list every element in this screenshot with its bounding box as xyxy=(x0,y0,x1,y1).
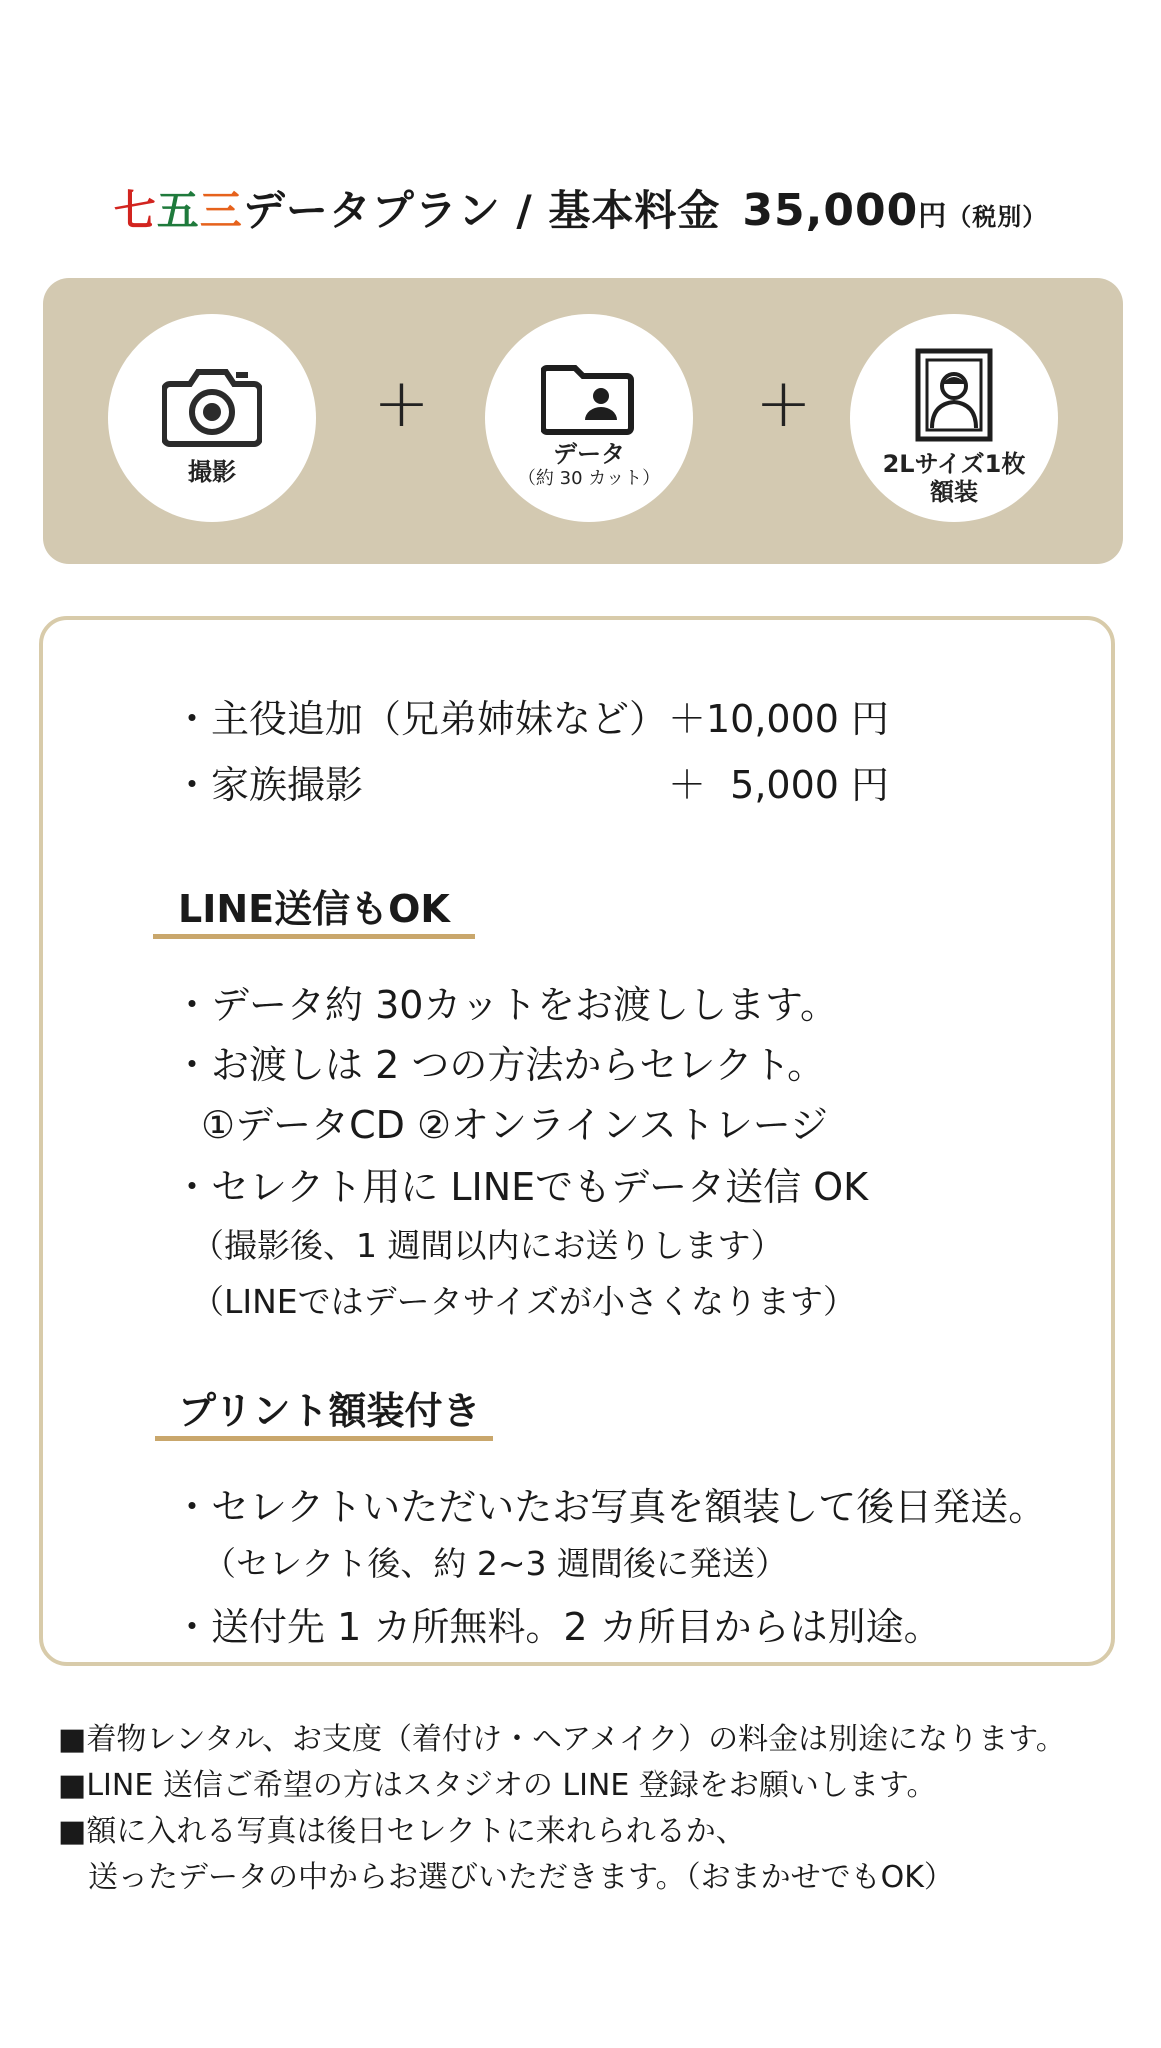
title-shichi: 七 xyxy=(113,186,157,235)
plan-contents-band xyxy=(43,278,1123,564)
print-section-text: ・送付先 1 カ所無料。2 カ所目からは別途。 xyxy=(173,1605,942,1649)
line-section-text: ①データCD ②オンラインストレージ xyxy=(201,1103,828,1147)
price-unit: 円 xyxy=(918,199,948,232)
line-section-heading: LINE送信もOK xyxy=(178,887,450,931)
base-price: 35,000 xyxy=(742,185,919,236)
print-section-text: （セレクト後、約 2~3 週間後に発送） xyxy=(203,1544,788,1583)
print-section-heading: プリント額装付き xyxy=(178,1389,481,1433)
plan-item-sublabel: （約 30 カット） xyxy=(517,468,661,489)
option-label: ・主役追加（兄弟姉妹など） xyxy=(173,697,668,741)
plan-item-label: データ xyxy=(553,440,625,468)
title-go: 五 xyxy=(156,186,200,235)
plan-item-shooting xyxy=(108,314,316,522)
title-san: 三 xyxy=(199,186,243,235)
title-text: データプラン / 基本料金 xyxy=(242,186,721,235)
plan-item-label: 撮影 xyxy=(188,458,236,486)
framed-portrait-icon xyxy=(915,348,993,442)
line-section-text: （LINEではデータサイズが小さくなります） xyxy=(191,1282,857,1321)
option-price: ＋10,000 円 xyxy=(668,697,890,741)
heading-underline xyxy=(155,1436,493,1441)
option-price: ＋ 5,000 円 xyxy=(668,763,890,807)
plus-sign: + xyxy=(373,364,430,443)
plus-sign: + xyxy=(755,364,812,443)
tax-note: （税別） xyxy=(947,203,1048,231)
plan-title xyxy=(0,178,1161,238)
line-section-text: ・お渡しは 2 つの方法からセレクト。 xyxy=(173,1043,826,1087)
footnote: ■額に入れる写真は後日セレクトに来れられるか、 xyxy=(58,1814,746,1849)
camera-icon xyxy=(162,364,262,448)
plan-item-sublabel: 額装 xyxy=(930,478,978,506)
footnote: ■LINE 送信ご希望の方はスタジオの LINE 登録をお願いします。 xyxy=(58,1768,937,1803)
plan-item-data xyxy=(485,314,693,522)
option-label: ・家族撮影 xyxy=(173,763,364,807)
heading-underline xyxy=(153,934,475,939)
plan-item-label: 2Lサイズ1枚 xyxy=(882,450,1026,478)
plan-item-print xyxy=(850,314,1058,522)
line-section-text: （撮影後、1 週間以内にお送りします） xyxy=(191,1226,784,1265)
footnote: ■着物レンタル、お支度（着付け・ヘアメイク）の料金は別途になります。 xyxy=(58,1722,1066,1757)
line-section-text: ・セレクト用に LINEでもデータ送信 OK xyxy=(173,1165,869,1209)
folder-person-icon xyxy=(541,358,637,438)
footnote: 送ったデータの中からお選びいただきます。（おまかせでもOK） xyxy=(88,1860,954,1895)
print-section-text: ・セレクトいただいたお写真を額装して後日発送。 xyxy=(173,1485,1047,1529)
line-section-text: ・データ約 30カットをお渡しします。 xyxy=(173,983,839,1027)
details-box xyxy=(39,616,1115,1666)
